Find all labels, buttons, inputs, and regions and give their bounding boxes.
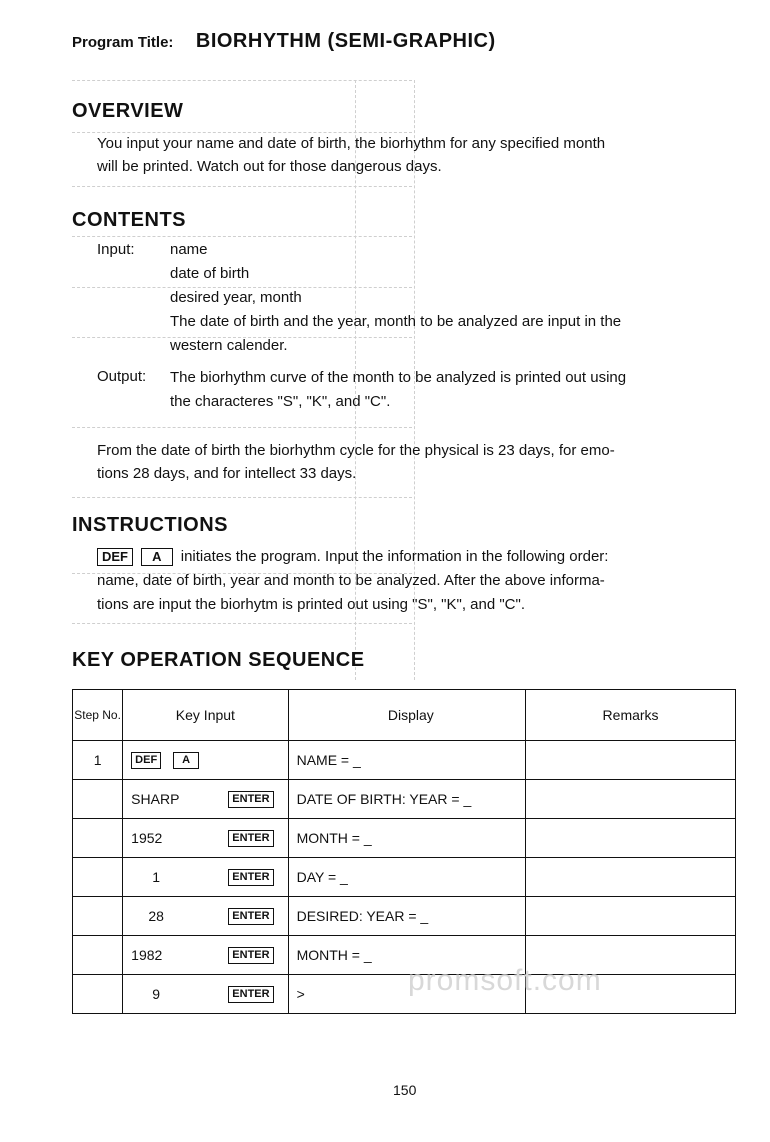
instructions-heading: INSTRUCTIONS — [72, 514, 228, 536]
ghost-rule — [72, 186, 412, 187]
display-column-header: Display — [288, 690, 526, 741]
enter-key-icon: ENTER — [228, 947, 273, 964]
display-cell: DAY = _ — [288, 858, 526, 897]
key-input-cell — [123, 741, 288, 780]
input-value: 9 — [152, 986, 161, 1002]
def-key-icon: DEF — [97, 548, 133, 566]
output-line: the characteres "S", "K", and "C". — [170, 393, 391, 410]
program-title: BIORHYTHM (SEMI-GRAPHIC) — [195, 30, 496, 52]
enter-key-icon: ENTER — [228, 908, 273, 925]
display-cell: NAME = _ — [288, 741, 526, 780]
instructions-line-2: name, date of birth, year and month to be analyzed. After the above informa- — [97, 572, 605, 589]
remarks-cell — [526, 780, 736, 819]
remarks-cell — [526, 741, 736, 780]
cycle-text — [97, 439, 615, 485]
a-key-icon: A — [141, 548, 172, 566]
program-title-label: Program Title: — [72, 34, 174, 51]
input-item: desired year, month — [170, 289, 302, 306]
table-row — [73, 741, 736, 780]
key-input-cell — [123, 858, 288, 897]
table-row — [73, 819, 736, 858]
display-cell: MONTH = _ — [288, 819, 526, 858]
remarks-cell — [526, 897, 736, 936]
output-text — [170, 366, 626, 414]
step-cell — [73, 936, 123, 975]
input-list — [170, 238, 621, 358]
instructions-line-1: initiates the program. Input the information in the following order: — [180, 548, 609, 565]
table-row — [73, 780, 736, 819]
key-input-column-header: Key Input — [123, 690, 288, 741]
remarks-column-header: Remarks — [526, 690, 736, 741]
step-cell — [73, 897, 123, 936]
watermark: promsoft.com — [408, 964, 602, 997]
table-row — [73, 936, 736, 975]
ghost-rule — [72, 497, 412, 498]
key-input-cell — [123, 936, 288, 975]
display-cell: DATE OF BIRTH: YEAR = _ — [288, 780, 526, 819]
display-cell: DESIRED: YEAR = _ — [288, 897, 526, 936]
overview-text — [97, 132, 605, 178]
key-input-cell — [123, 819, 288, 858]
table-header-row — [73, 690, 736, 741]
cycle-line: From the date of birth the biorhythm cycle for the physical is 23 days, for emo- — [97, 442, 615, 459]
page-number: 150 — [393, 1082, 417, 1098]
table-row — [73, 975, 736, 1014]
input-label: Input: — [97, 241, 135, 258]
table-row — [73, 897, 736, 936]
input-value: 28 — [148, 908, 164, 924]
enter-key-icon: ENTER — [228, 830, 273, 847]
input-value: 1952 — [131, 830, 163, 846]
step-column-header: Step No. — [73, 690, 123, 741]
overview-line: You input your name and date of birth, the biorhythm for any specified month — [97, 135, 606, 152]
cycle-line: tions 28 days, and for intellect 33 days. — [97, 465, 357, 482]
key-sequence-table — [72, 689, 736, 1014]
ghost-rule — [72, 236, 412, 237]
ghost-rule — [72, 80, 412, 81]
program-title-row — [72, 30, 496, 53]
contents-heading: CONTENTS — [72, 209, 186, 231]
instructions-line — [97, 545, 608, 569]
input-item: name — [170, 241, 208, 258]
instructions-text — [97, 545, 608, 617]
output-label: Output: — [97, 368, 147, 385]
display-cell: > — [288, 975, 526, 1014]
input-item: date of birth — [170, 265, 250, 282]
step-cell: 1 — [73, 741, 123, 780]
remarks-cell — [526, 819, 736, 858]
key-input-cell — [123, 975, 288, 1014]
a-key-icon: A — [173, 752, 199, 769]
input-value: 1982 — [131, 947, 163, 963]
table-row — [73, 858, 736, 897]
step-cell — [73, 780, 123, 819]
input-item: The date of birth and the year, month to be analyzed are input in the — [170, 313, 622, 330]
key-input-cell — [123, 780, 288, 819]
step-cell — [73, 975, 123, 1014]
display-cell: MONTH = _ — [288, 936, 526, 975]
remarks-cell — [526, 858, 736, 897]
ghost-rule — [72, 427, 412, 428]
overview-heading: OVERVIEW — [72, 100, 184, 122]
def-key-icon: DEF — [131, 752, 161, 769]
key-sequence-heading: KEY OPERATION SEQUENCE — [72, 649, 365, 671]
output-line: The biorhythm curve of the month to be analyzed is printed out using — [170, 369, 627, 386]
ghost-rule — [72, 623, 412, 624]
step-cell — [73, 858, 123, 897]
input-item: western calender. — [170, 337, 288, 354]
key-input-cell — [123, 897, 288, 936]
enter-key-icon: ENTER — [228, 869, 273, 886]
input-value: 1 — [152, 869, 161, 885]
instructions-line-3: tions are input the biorhytm is printed out using "S", "K", and "C". — [97, 596, 525, 613]
enter-key-icon: ENTER — [228, 791, 273, 808]
enter-key-icon: ENTER — [228, 986, 273, 1003]
step-cell — [73, 819, 123, 858]
input-value: SHARP — [131, 791, 180, 807]
overview-line: will be printed. Watch out for those dangerous days. — [97, 158, 442, 175]
